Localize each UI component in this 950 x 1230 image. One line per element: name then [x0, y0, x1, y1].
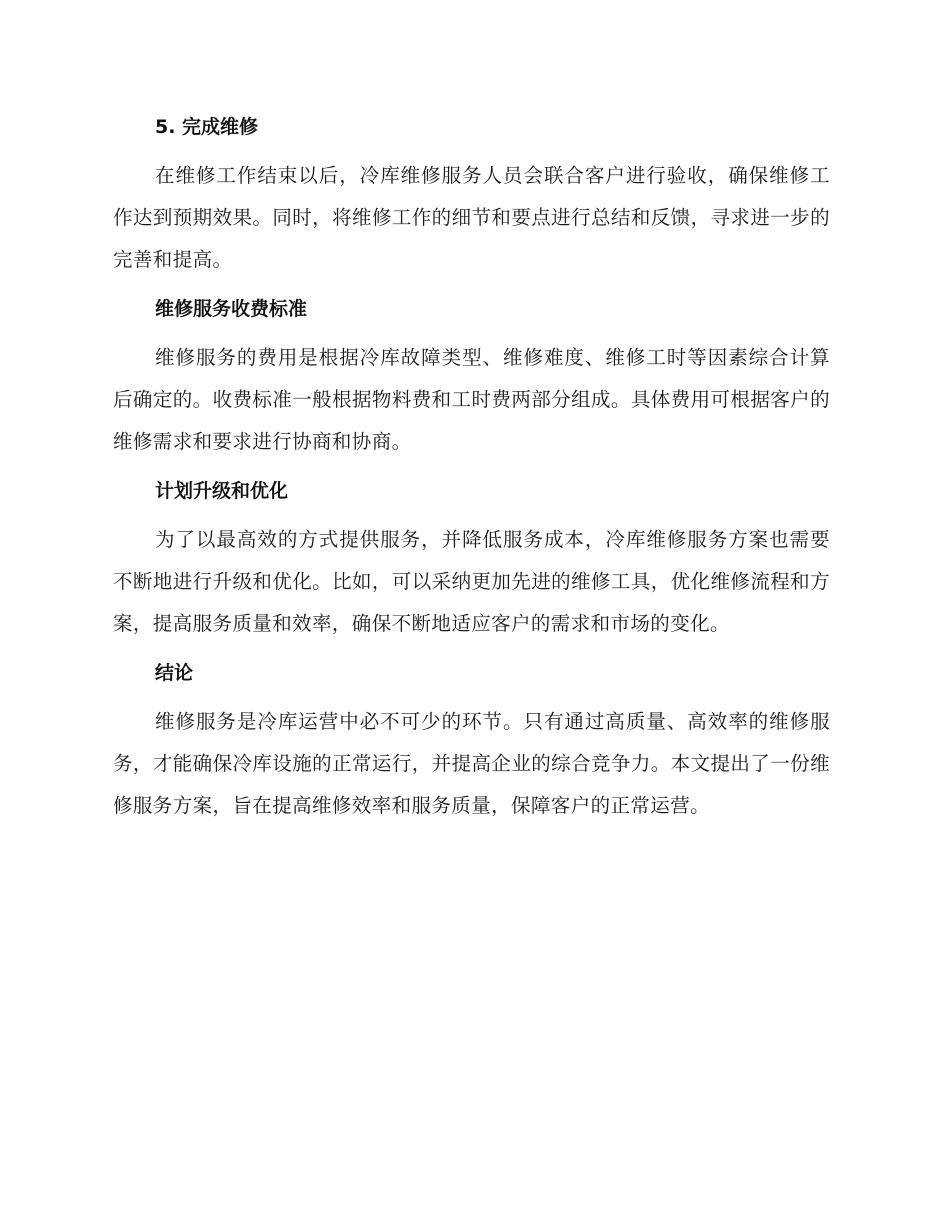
section-conclusion [113, 654, 830, 827]
section-fee-standard [113, 290, 830, 463]
section-heading: 计划升级和优化 [155, 480, 289, 502]
section-heading: 5. 完成维修 [155, 116, 259, 138]
section-upgrade-optimize [113, 472, 830, 645]
section-paragraph: 维修服务的费用是根据冷库故障类型、维修难度、维修工时等因素综合计算后确定的。收费标准一般根据物料费和工时费两部分组成。具体费用可根据客户的维修需求和要求进行协商和协商。 [113, 346, 830, 453]
section-paragraph: 在维修工作结束以后，冷库维修服务人员会联合客户进行验收，确保维修工作达到预期效果。同时，将维修工作的细节和要点进行总结和反馈，寻求进一步的完善和提高。 [113, 164, 830, 271]
section-heading: 维修服务收费标准 [155, 298, 308, 320]
document-page [113, 108, 830, 827]
section-paragraph: 维修服务是冷库运营中必不可少的环节。只有通过高质量、高效率的维修服务，才能确保冷库设施的正常运行，并提高企业的综合竞争力。本文提出了一份维修服务方案，旨在提高维修效率和服务质量，保障客户的正常运营。 [113, 710, 830, 817]
section-paragraph: 为了以最高效的方式提供服务，并降低服务成本，冷库维修服务方案也需要不断地进行升级和优化。比如，可以采纳更加先进的维修工具，优化维修流程和方案，提高服务质量和效率，确保不断地适应客户的需求和市场的变化。 [113, 528, 830, 635]
section-heading: 结论 [155, 662, 194, 684]
section-complete-repair [113, 108, 830, 281]
